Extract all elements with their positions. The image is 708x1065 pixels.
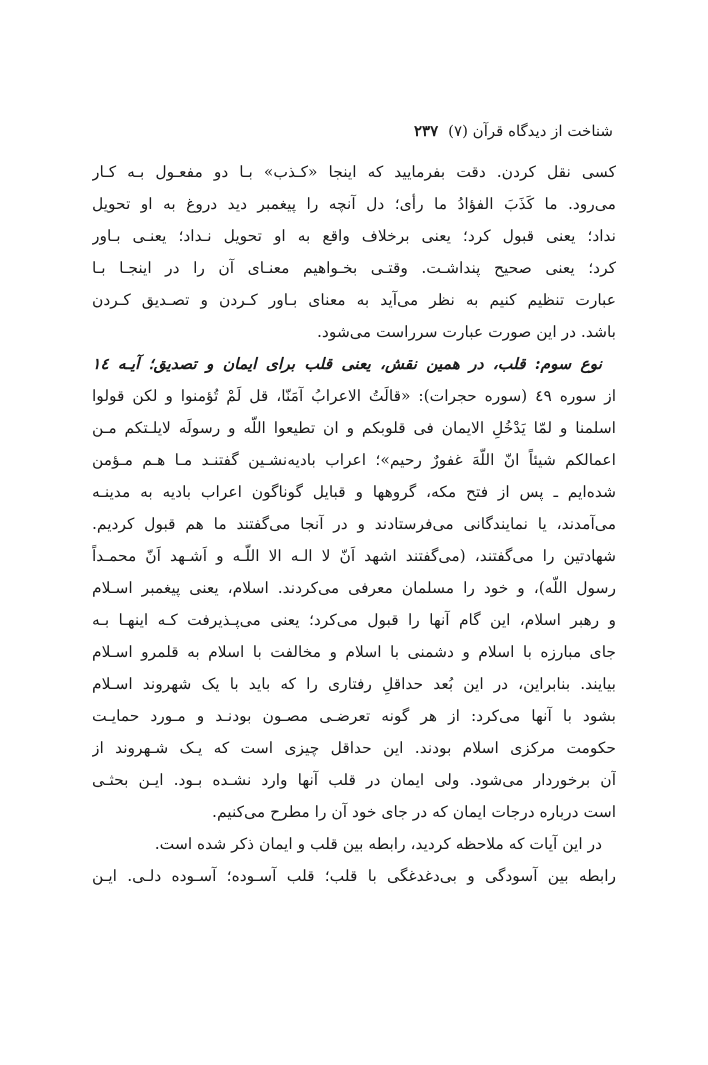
page-number: ۲۳۷ — [413, 122, 439, 140]
text-line: از سوره ٤٩ (سوره حجرات): «قالَتُ الاعرابُ آمَنّا، قل لَمْ تُؤمنوا و لکن قولوا — [92, 387, 616, 405]
text-line: جای مبارزه با اسلام و دشمنی با اسلام و مخالفت با اسلام به قلمرو اسـلام — [92, 643, 616, 661]
text-line: در این آیات که ملاحظه کردید، رابطه بین قلب و ایمان ذکر شده است. — [154, 835, 602, 853]
text-line: باشد. در این صورت عبارت سرراست می‌شود. — [316, 323, 616, 341]
body-text — [92, 156, 616, 892]
text-line: شهادتین را می‌گفتند، (می‌گفتند اشهد اَنّ لا الـه الا اللّـه و اَشـهد اَنّ محمـداً — [92, 547, 616, 565]
text-line: اسلمنا و لمّا یَدْخُلِ الایمان فی قلوبکم و ان تطیعوا اللّه و رسولَه لایلـتکم مـن — [92, 419, 616, 437]
text-line: حکومت مرکزی اسلام بودند. این حداقل چیزی است که یـک شـهروند از — [92, 739, 616, 757]
text-line: نداد؛ یعنی قبول کرد؛ یعنی برخلاف واقع به او تحویل نـداد؛ یعنـی بـاور — [92, 227, 616, 245]
text-line: عبارت تنظیم کنیم به نظر می‌آید به معنای بـاور کـردن و تصـدیق کـردن — [92, 291, 616, 309]
text-line: بشود با آنها می‌کرد: از هر گونه تعرضـی مصـون بودنـد و مـورد حمایـت — [92, 707, 616, 725]
text-line: و رهبر اسلام، این گام آنها را قبول می‌کرد؛ یعنی می‌پـذیرفت کـه اینهـا بـه — [92, 611, 616, 629]
text-line: رابطه بین آسودگی و بی‌دغدغگی با قلب؛ قلب آسـوده؛ آسـوده دلـی. ایـن — [92, 867, 616, 885]
text-line: اعمالکم شیئاً انّ اللّهَ غفورٌ رحیم»؛ اعراب بادیه‌نشـین گفتنـد مـا هـم مـؤمن — [92, 451, 616, 469]
text-line: شده‌ایم ـ پس از فتح مکه، گروهها و قبایل گوناگون اعراب بادیه به مدینـه — [92, 483, 616, 501]
text-line: بیایند. بنابراین، در این بُعد حداقلِ رفتاری را که باید با یک شهروند اسـلام — [92, 675, 616, 693]
header-title: شناخت از دیدگاه قرآن (۷) — [448, 122, 613, 140]
text-line: کرد؛ یعنی صحیح پنداشـت. وقتـی بخـواهیم معنـای آن را در اینجـا بـا — [92, 259, 616, 277]
text-line: کسی نقل کردن. دقت بفرمایید که اینجا «کـذب» بـا دو مفعـول بـه کـار — [92, 163, 616, 181]
text-line: آن برخوردار می‌شود. ولی ایمان در قلب آنها وارد نشـده بـود. ایـن بحثـی — [92, 771, 616, 789]
running-header — [120, 118, 613, 144]
text-line: است درباره درجات ایمان که در جای خود آن را مطرح می‌کنیم. — [212, 803, 616, 821]
text-line: می‌آمدند، یا نمایندگانی می‌فرستادند و در آنجا می‌گفتند ما هم قبول کردیم. — [92, 515, 616, 533]
text-line: رسول اللّه)، و خود را مسلمان معرفی می‌کردند. اسلام، یعنی پیغمبر اسـلام — [92, 579, 616, 597]
section-heading-line: نوع سوم: قلب، در همین نقش، یعنی قلب برای ایمان و تصدیق؛ آیـه ١٤ — [92, 354, 602, 373]
text-line: می‌رود. ما کَذَبَ الفؤادُ ما رأی؛ دل آنچه را پیغمبر دید دروغ به او تحویل — [92, 195, 616, 213]
